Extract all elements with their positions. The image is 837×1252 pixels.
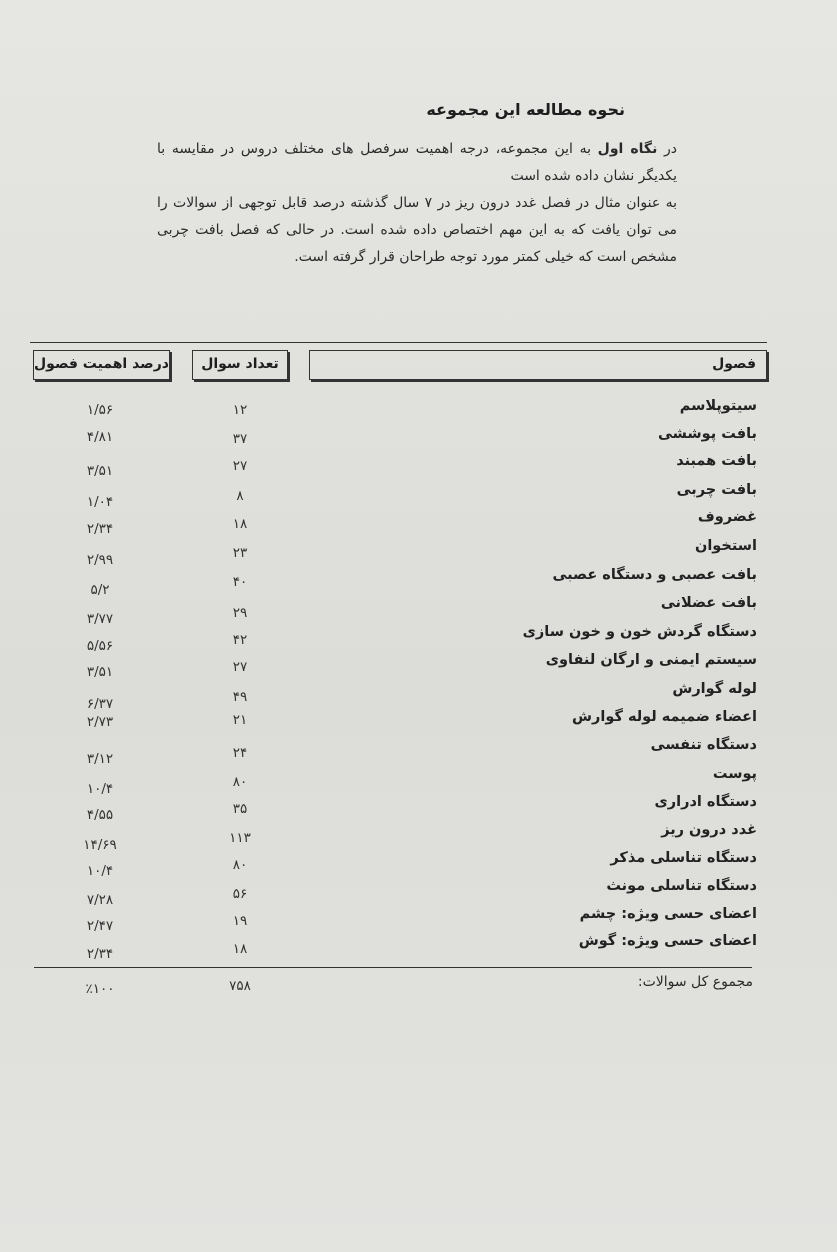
question-count: ۲۴: [232, 745, 248, 761]
table-row: [0, 422, 837, 446]
importance-percent: ۷/۲۸: [86, 892, 114, 908]
question-count: ۴۲: [232, 632, 248, 648]
importance-percent: ۲/۳۴: [86, 946, 114, 962]
table-row: [0, 818, 837, 853]
total-questions-count: ۷۵۸: [229, 978, 251, 994]
chapter-name: دستگاه تنفسی: [650, 737, 757, 753]
question-count: ۲۷: [232, 458, 248, 474]
table-row: [0, 620, 837, 654]
page-heading: نحوه مطالعه این مجموعه: [426, 100, 625, 119]
question-count: ۴۹: [232, 689, 248, 705]
chapter-name: بافت چربی: [676, 482, 757, 498]
question-count: ۳۵: [232, 801, 248, 817]
importance-percent: ۲/۳۴: [86, 521, 114, 537]
question-count: ۸: [236, 488, 244, 504]
table-row: [0, 591, 837, 627]
question-count: ۱۸: [232, 941, 248, 957]
intro-text: [157, 136, 677, 271]
question-count: ۱۹: [232, 913, 248, 929]
importance-percent: ۳/۵۱: [86, 463, 114, 479]
chapter-name: اعضای حسی ویژه: چشم: [579, 906, 757, 922]
importance-percent: ۱/۰۴: [86, 494, 114, 510]
question-count: ۲۹: [232, 605, 248, 621]
table-row: [0, 648, 837, 680]
chapter-name: استخوان: [694, 538, 757, 554]
chapter-name: بافت پوششی: [657, 426, 757, 442]
importance-percent: ۳/۱۲: [86, 751, 114, 767]
chapter-name: دستگاه ادراری: [654, 794, 757, 810]
total-percent: ٪۱۰۰: [85, 981, 115, 997]
chapter-name: غضروف: [697, 509, 757, 525]
table-row: [0, 874, 837, 908]
table-row: [0, 563, 837, 598]
table-row: [0, 449, 837, 479]
intro-paragraph-2: به عنوان مثال در فصل غدد درون ریز در ۷ سال گذشته درصد قابل توجهی از سوالات را می توان یافت که به این مهم اختصاص داده شده است. در حالی که فصل بافت چربی مشخص است که خیلی کمتر مورد توجه طراحان قرار گرفته است.: [157, 195, 677, 265]
chapter-name: غدد درون ریز: [661, 822, 757, 838]
chapter-name: لوله گوارش: [672, 681, 757, 697]
table-top-rule: [30, 342, 767, 343]
question-count: ۲۷: [232, 659, 248, 675]
header-question-count: تعداد سوال: [192, 350, 288, 380]
table-row: [0, 677, 837, 712]
question-count: ۲۱: [232, 712, 248, 728]
header-importance-percent: درصد اهمیت فصول: [33, 350, 170, 380]
importance-percent: ۲/۷۳: [86, 714, 114, 730]
chapter-name: اعضاء ضمیمه لوله گوارش: [572, 709, 757, 725]
table-row: [0, 902, 837, 934]
chapter-name: دستگاه تناسلی مذکر: [610, 850, 757, 866]
chapter-name: سیستم ایمنی و ارگان لنفاوی: [545, 652, 757, 668]
table-row: [0, 394, 837, 418]
chapter-name: اعضای حسی ویژه: گوش: [578, 933, 757, 949]
question-count: ۲۳: [232, 545, 248, 561]
table-row: [0, 478, 837, 510]
chapter-name: دستگاه گردش خون و خون سازی: [522, 624, 757, 640]
importance-percent: ۲/۹۹: [86, 552, 114, 568]
importance-percent: ۵/۵۶: [86, 638, 114, 654]
table-row: [0, 762, 837, 797]
question-count: ۴۰: [232, 574, 248, 590]
table-bottom-rule: [34, 967, 752, 968]
question-count: ۱۸: [232, 516, 248, 532]
question-count: ۳۷: [232, 431, 248, 447]
question-count: ۱۱۳: [229, 830, 251, 846]
question-count: ۵۶: [232, 886, 248, 902]
importance-percent: ۱۰/۴: [86, 781, 114, 797]
chapter-name: دستگاه تناسلی مونث: [606, 878, 757, 894]
table-row: [0, 705, 837, 729]
table-row: [0, 790, 837, 823]
chapter-name: پوست: [712, 766, 757, 782]
importance-percent: ۱۴/۶۹: [83, 837, 117, 853]
table-row: [0, 733, 837, 767]
importance-percent: ۳/۷۷: [86, 611, 114, 627]
question-count: ۸۰: [232, 774, 248, 790]
chapter-name: بافت عصبی و دستگاه عصبی: [552, 567, 757, 583]
header-chapters: فصول: [309, 350, 767, 380]
intro-paragraph-1: [157, 136, 677, 190]
question-count: ۸۰: [232, 857, 248, 873]
intro-lead-word: در: [664, 141, 677, 157]
importance-percent: ۴/۸۱: [86, 429, 114, 445]
total-questions-label: مجموع کل سوالات:: [637, 974, 753, 990]
intro-paragraph-1-rest: به این مجموعه، درجه اهمیت سرفصل های مختلف دروس در مقایسه با یکدیگر نشان داده شده است: [157, 141, 677, 184]
chapter-name: بافت همبند: [676, 453, 757, 469]
table-row: [0, 505, 837, 537]
table-row: [0, 846, 837, 879]
importance-percent: ۳/۵۱: [86, 664, 114, 680]
importance-percent: ۶/۳۷: [86, 696, 114, 712]
chapter-name: بافت عضلانی: [660, 595, 757, 611]
table-row: [0, 929, 837, 962]
importance-percent: ۲/۴۷: [86, 918, 114, 934]
table-row: [0, 534, 837, 568]
intro-bold-phrase: نگاه اول: [597, 141, 658, 157]
importance-percent: ۱۰/۴: [86, 863, 114, 879]
importance-percent: ۵/۲: [90, 582, 110, 598]
question-count: ۱۲: [232, 402, 248, 418]
importance-percent: ۱/۵۶: [86, 402, 114, 418]
chapter-name: سیتوپلاسم: [679, 398, 757, 414]
importance-percent: ۴/۵۵: [86, 807, 114, 823]
